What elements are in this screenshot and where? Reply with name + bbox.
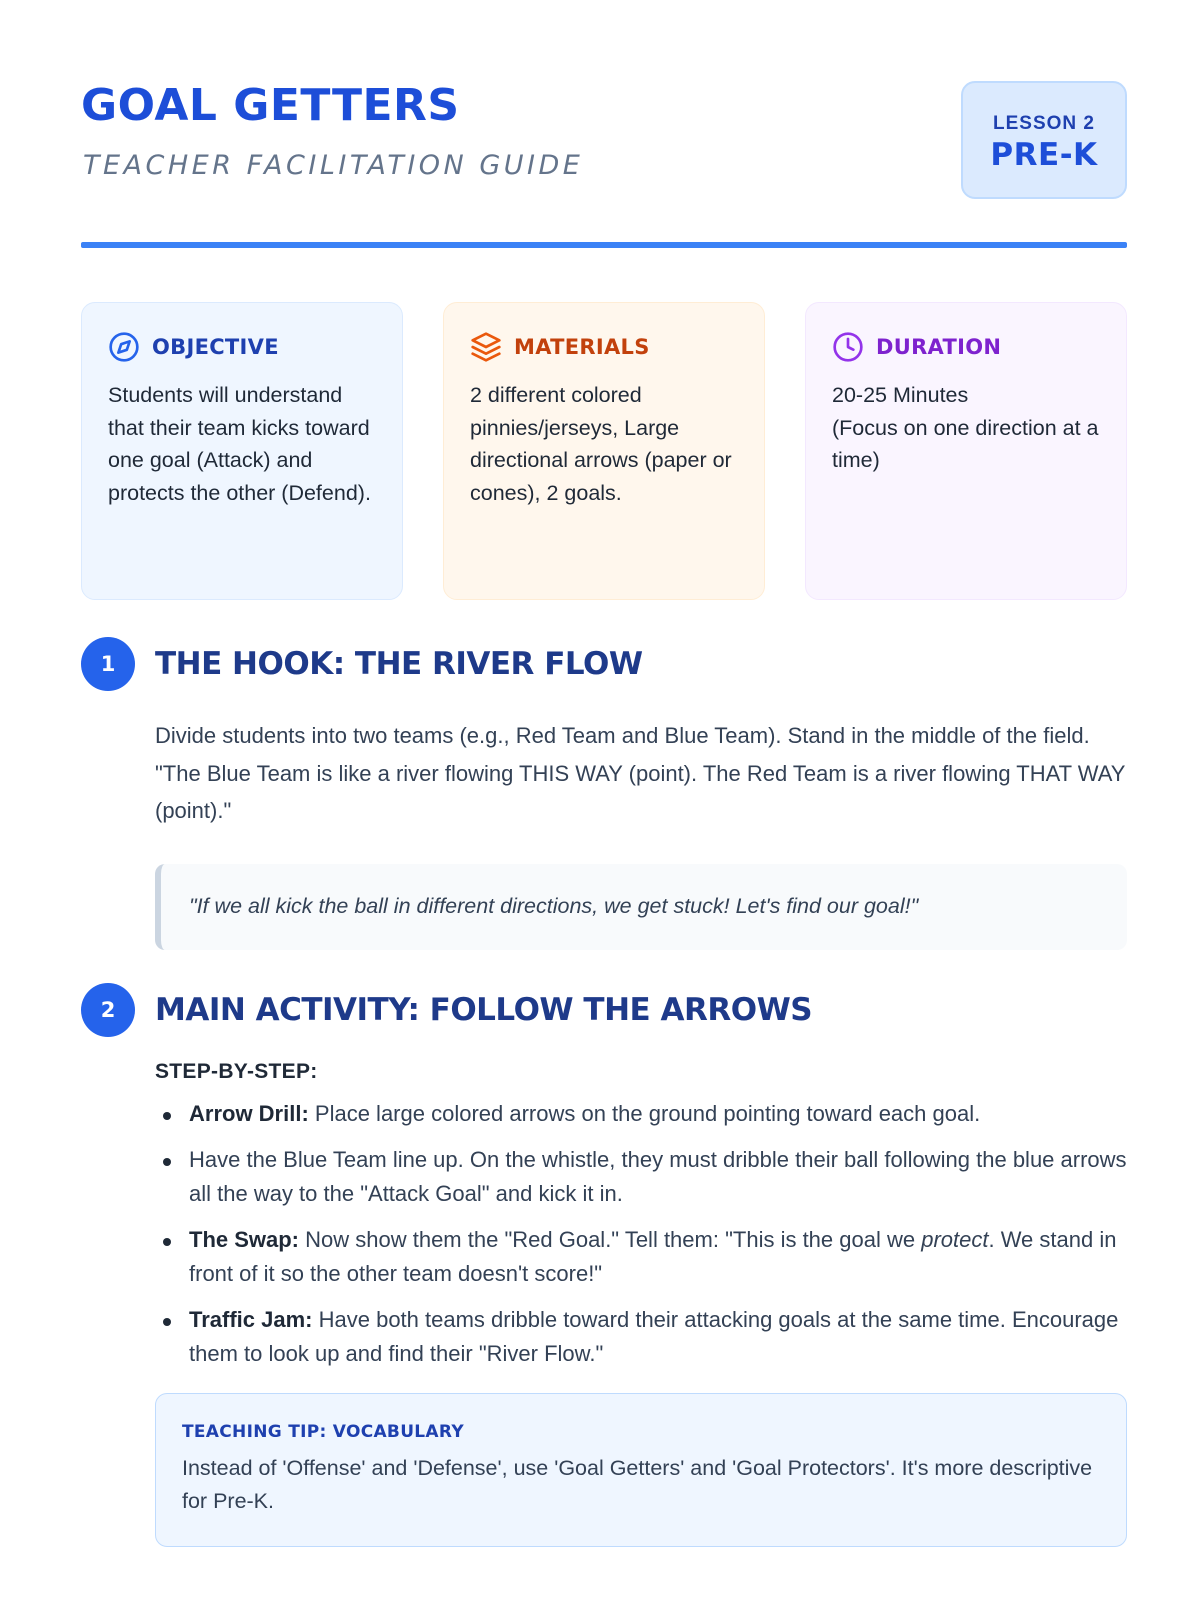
objective-title: OBJECTIVE — [152, 335, 279, 359]
section-hook — [81, 637, 1127, 950]
section-main-activity — [81, 983, 1127, 1547]
page-title: GOAL GETTERS — [81, 80, 460, 131]
list-item: The Swap: Now show them the "Red Goal." Tell them: "This is the goal we protect. We stand in front of it so the other team doesn't score!" — [155, 1223, 1127, 1291]
objective-text: Students will understand that their team kicks toward one goal (Attack) and protects the other (Defend). — [108, 383, 371, 505]
steps-heading: STEP-BY-STEP: — [155, 1060, 318, 1083]
list-item: Arrow Drill: Place large colored arrows on the ground pointing toward each goal. — [155, 1097, 1127, 1131]
layers-icon — [470, 331, 502, 363]
section-title: THE HOOK: THE RIVER FLOW — [155, 646, 643, 682]
materials-card — [443, 302, 765, 600]
materials-title: MATERIALS — [514, 335, 650, 359]
tip-title: TEACHING TIP: VOCABULARY — [182, 1422, 464, 1442]
lesson-number: LESSON 2 — [993, 113, 1095, 134]
duration-card — [805, 302, 1127, 600]
page-header — [81, 0, 1127, 250]
materials-text: 2 different colored pinnies/jerseys, Large directional arrows (paper or cones), 2 goals. — [470, 383, 732, 505]
steps-list — [155, 1097, 1127, 1371]
hook-quote: "If we all kick the ball in different directions, we get stuck! Let's find our goal!" — [155, 864, 1127, 950]
lesson-guide-page — [81, 0, 1127, 1513]
header-divider — [81, 242, 1127, 248]
grade-level: PRE-K — [990, 137, 1098, 173]
section-number-badge: 2 — [81, 983, 135, 1037]
duration-note: (Focus on one direction at a time) — [832, 415, 1099, 472]
duration-text — [832, 379, 1100, 477]
list-item: Have the Blue Team line up. On the whistle, they must dribble their ball following the blue arrows all the way to the "Attack Goal" and kick it in. — [155, 1143, 1127, 1211]
clock-icon — [832, 331, 864, 363]
list-item: Traffic Jam: Have both teams dribble toward their attacking goals at the same time. Encourage them to look up and find their "River Flow." — [155, 1303, 1127, 1371]
section-title: MAIN ACTIVITY: FOLLOW THE ARROWS — [155, 992, 813, 1028]
duration-minutes: 20-25 Minutes — [832, 383, 969, 407]
objective-card — [81, 302, 403, 600]
tip-text: Instead of 'Offense' and 'Defense', use 'Goal Getters' and 'Goal Protectors'. It's more descriptive for Pre-K. — [182, 1456, 1093, 1513]
compass-icon — [108, 331, 140, 363]
section-number-badge: 1 — [81, 637, 135, 691]
duration-title: DURATION — [876, 335, 1002, 359]
teaching-tip-box — [155, 1393, 1127, 1547]
page-subtitle: TEACHER FACILITATION GUIDE — [83, 150, 584, 181]
info-cards — [81, 302, 1127, 600]
hook-paragraph: Divide students into two teams (e.g., Red Team and Blue Team). Stand in the middle of the field. "The Blue Team is like a river flowing THIS WAY (point). The Red Team is a river flowing THAT WAY (point)." — [155, 723, 1126, 823]
lesson-badge — [961, 81, 1127, 199]
